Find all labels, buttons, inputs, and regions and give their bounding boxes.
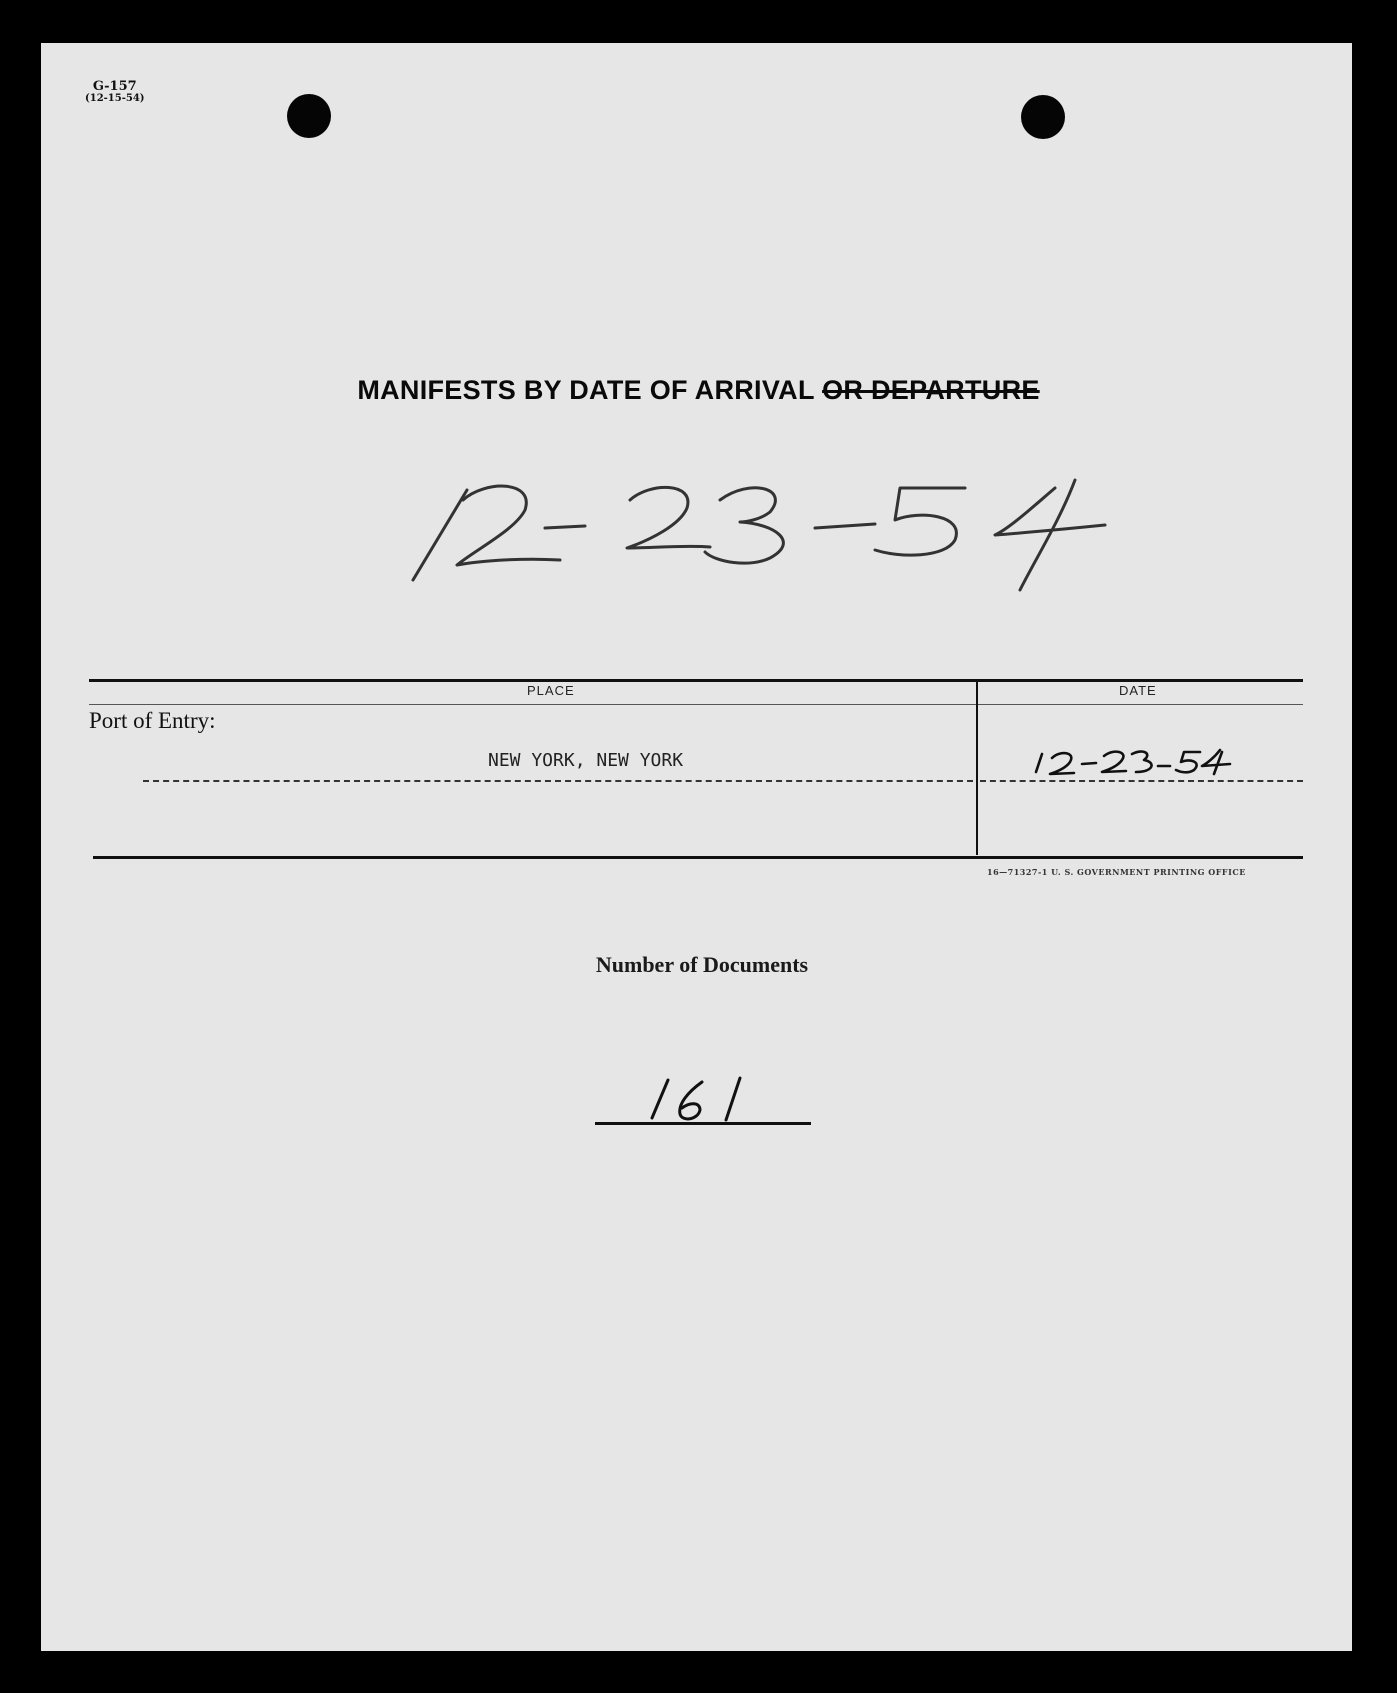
column-divider — [976, 680, 978, 855]
documents-label: Number of Documents — [595, 952, 809, 977]
table-bottom-rule — [93, 856, 1303, 859]
page-title — [0, 375, 1397, 406]
title-struck-text: OR DEPARTURE — [822, 375, 1040, 405]
header-underline — [89, 704, 1303, 705]
printing-office-code: 16—71327-1 U. S. GOVERNMENT PRINTING OFFICE — [987, 867, 1246, 877]
form-code: G-157 — [92, 79, 137, 94]
document-page — [41, 43, 1352, 1651]
punch-hole-left — [287, 94, 331, 138]
title-main: MANIFESTS BY DATE OF ARRIVAL — [357, 375, 823, 405]
form-number — [85, 81, 145, 105]
date-column-header: DATE — [1119, 683, 1157, 698]
documents-count — [640, 1070, 770, 1130]
documents-count-strokes — [640, 1070, 770, 1130]
handwritten-date-strokes — [395, 440, 1155, 610]
place-column-header: PLACE — [527, 683, 575, 698]
port-of-entry-value: NEW YORK, NEW YORK — [488, 750, 684, 771]
entry-date-strokes — [1030, 740, 1260, 790]
entry-date-value — [1030, 740, 1260, 790]
table-top-rule — [89, 679, 1303, 682]
documents-count-underline — [595, 1122, 811, 1125]
form-revision: (12-15-54) — [85, 93, 145, 104]
port-of-entry-label: Port of Entry: — [89, 708, 216, 733]
place-dotted-line — [143, 780, 973, 782]
punch-hole-right — [1021, 95, 1065, 139]
handwritten-date — [395, 440, 1155, 610]
